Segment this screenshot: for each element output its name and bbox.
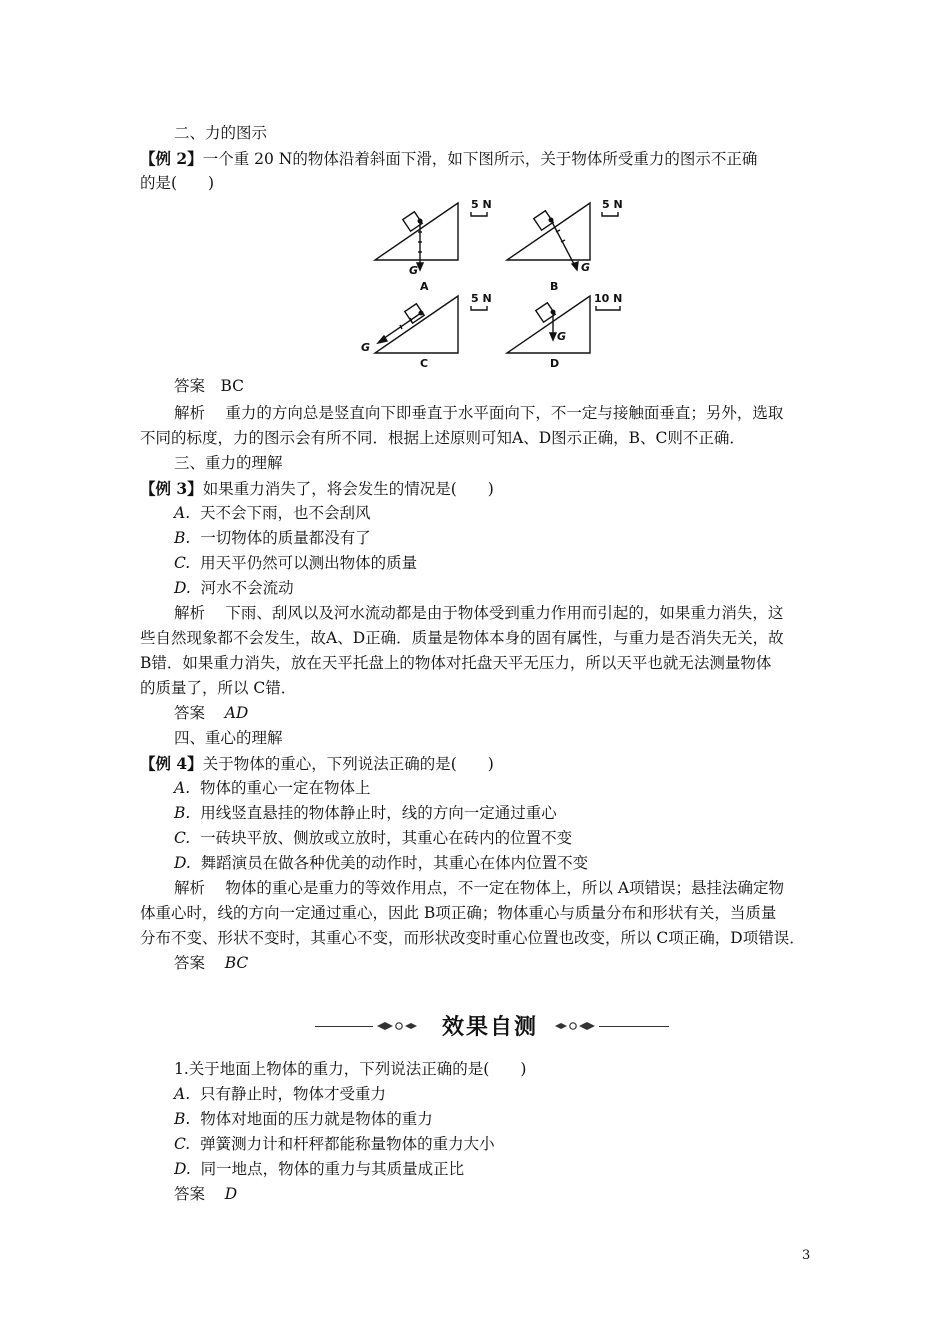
example3-option-b: B. 一切物体的质量都没有了 — [174, 529, 371, 547]
example4-option-c: C. 一砖块平放、侧放或立放时，其重心在砖内的位置不变 — [174, 829, 573, 847]
example3-option-c: C. 用天平仍然可以测出物体的质量 — [174, 554, 418, 572]
example4-option-d: D. 舞蹈演员在做各种优美的动作时，其重心在体内位置不变 — [174, 854, 589, 872]
example4-question — [140, 751, 820, 777]
example4-option-a: A. 物体的重心一定在物体上 — [174, 779, 371, 797]
scale-label-d: 10 N — [594, 292, 623, 305]
banner-title: 效果自测 — [441, 1015, 538, 1040]
quiz-answer: 答案 D — [174, 1185, 238, 1203]
scale-label-b: 5 N — [602, 198, 623, 211]
diagram-a — [375, 203, 458, 270]
example2-answer: 答案 BC — [174, 377, 245, 395]
quiz-option-a: A. 只有静止时，物体才受重力 — [174, 1085, 386, 1103]
diagram-c — [375, 296, 458, 353]
example4-option-b: B. 用线竖直悬挂的物体静止时，线的方向一定通过重心 — [174, 804, 557, 822]
incline-diagrams — [370, 198, 640, 374]
diagram-label-c: C — [420, 357, 429, 370]
ornament-right-icon — [553, 1020, 597, 1032]
page-number: 3 — [802, 1248, 811, 1263]
ornament-left-icon — [375, 1020, 419, 1032]
incline-figure — [361, 198, 640, 374]
example2-question — [140, 146, 820, 172]
banner-rule-right — [599, 1026, 669, 1027]
example2-question-cont: 的是( ) — [140, 174, 215, 192]
quiz-option-d: D. 同一地点，物体的重力与其质量成正比 — [174, 1160, 465, 1178]
example3-analysis: 解析 下雨、刮风以及河水流动都是由于物体受到重力作用而引起的，如果重力消失，这 — [174, 604, 784, 622]
banner-rule-left — [315, 1026, 373, 1027]
force-label-b: G — [581, 261, 591, 274]
question-text: 一个重 20 N的物体沿着斜面下滑，如下图所示，关于物体所受重力的图示不正确 — [202, 150, 758, 168]
quiz-option-b: B. 物体对地面的压力就是物体的重力 — [174, 1110, 433, 1128]
force-label-d: G — [557, 330, 567, 343]
scale-bar-c — [471, 306, 487, 310]
force-label-a: G — [409, 264, 419, 277]
scale-label-a: 5 N — [471, 198, 492, 211]
self-test-banner — [315, 1010, 670, 1044]
scale-bar-a — [471, 212, 487, 216]
example2-analysis: 解析 重力的方向总是竖直向下即垂直于水平面向下，不一定与接触面垂直；另外，选取 — [174, 404, 784, 422]
question-text: 关于物体的重心，下列说法正确的是( ) — [202, 755, 494, 773]
diagram-b — [507, 203, 590, 270]
example3-answer: 答案 AD — [174, 704, 249, 722]
example4-analysis-cont1: 体重心时，线的方向一定通过重心，因此 B项正确；物体重心与质量分布和形状有关，当质量 — [140, 904, 777, 922]
scale-label-c: 5 N — [471, 292, 492, 305]
example-tag: 【例 4】 — [140, 754, 203, 773]
quiz-question: 1.关于地面上物体的重力，下列说法正确的是( ) — [174, 1060, 527, 1078]
section4-heading: 四、重心的理解 — [174, 729, 283, 747]
example-tag: 【例 3】 — [140, 479, 203, 498]
example3-option-a: A. 天不会下雨，也不会刮风 — [174, 504, 371, 522]
example3-question — [140, 476, 820, 502]
example2-analysis-cont: 不同的标度，力的图示会有所不同．根据上述原则可知A、D图示正确，B、C则不正确． — [140, 429, 745, 447]
scale-bar-d — [596, 306, 620, 310]
example3-analysis-cont2: B错．如果重力消失，放在天平托盘上的物体对托盘天平无压力，所以天平也就无法测量物体 — [140, 654, 772, 672]
example4-analysis: 解析 物体的重心是重力的等效作用点，不一定在物体上，所以 A项错误；悬挂法确定物 — [174, 879, 785, 897]
quiz-option-c: C. 弹簧测力计和杆秤都能称量物体的重力大小 — [174, 1135, 495, 1153]
diagram-label-a: A — [420, 280, 429, 293]
diagram-label-d: D — [550, 357, 560, 370]
example3-option-d: D. 河水不会流动 — [174, 579, 294, 597]
diagram-d — [507, 296, 590, 353]
example3-analysis-cont1: 些自然现象都不会发生，故A、D正确．质量是物体本身的固有属性，与重力是否消失无关，故 — [140, 629, 784, 647]
diagram-label-b: B — [550, 280, 559, 293]
example3-analysis-cont3: 的质量了，所以 C错． — [140, 679, 297, 697]
example-tag: 【例 2】 — [140, 149, 203, 168]
section2-heading: 二、力的图示 — [174, 124, 268, 142]
section3-heading: 三、重力的理解 — [174, 454, 283, 472]
question-text: 如果重力消失了，将会发生的情况是( ) — [202, 480, 494, 498]
example4-answer: 答案 BC — [174, 954, 249, 972]
force-label-c: G — [361, 341, 371, 354]
scale-bar-b — [602, 212, 618, 216]
example4-analysis-cont2: 分布不变、形状不变时，其重心不变，而形状改变时重心位置也改变，所以 C项正确，D项错误． — [140, 929, 805, 947]
